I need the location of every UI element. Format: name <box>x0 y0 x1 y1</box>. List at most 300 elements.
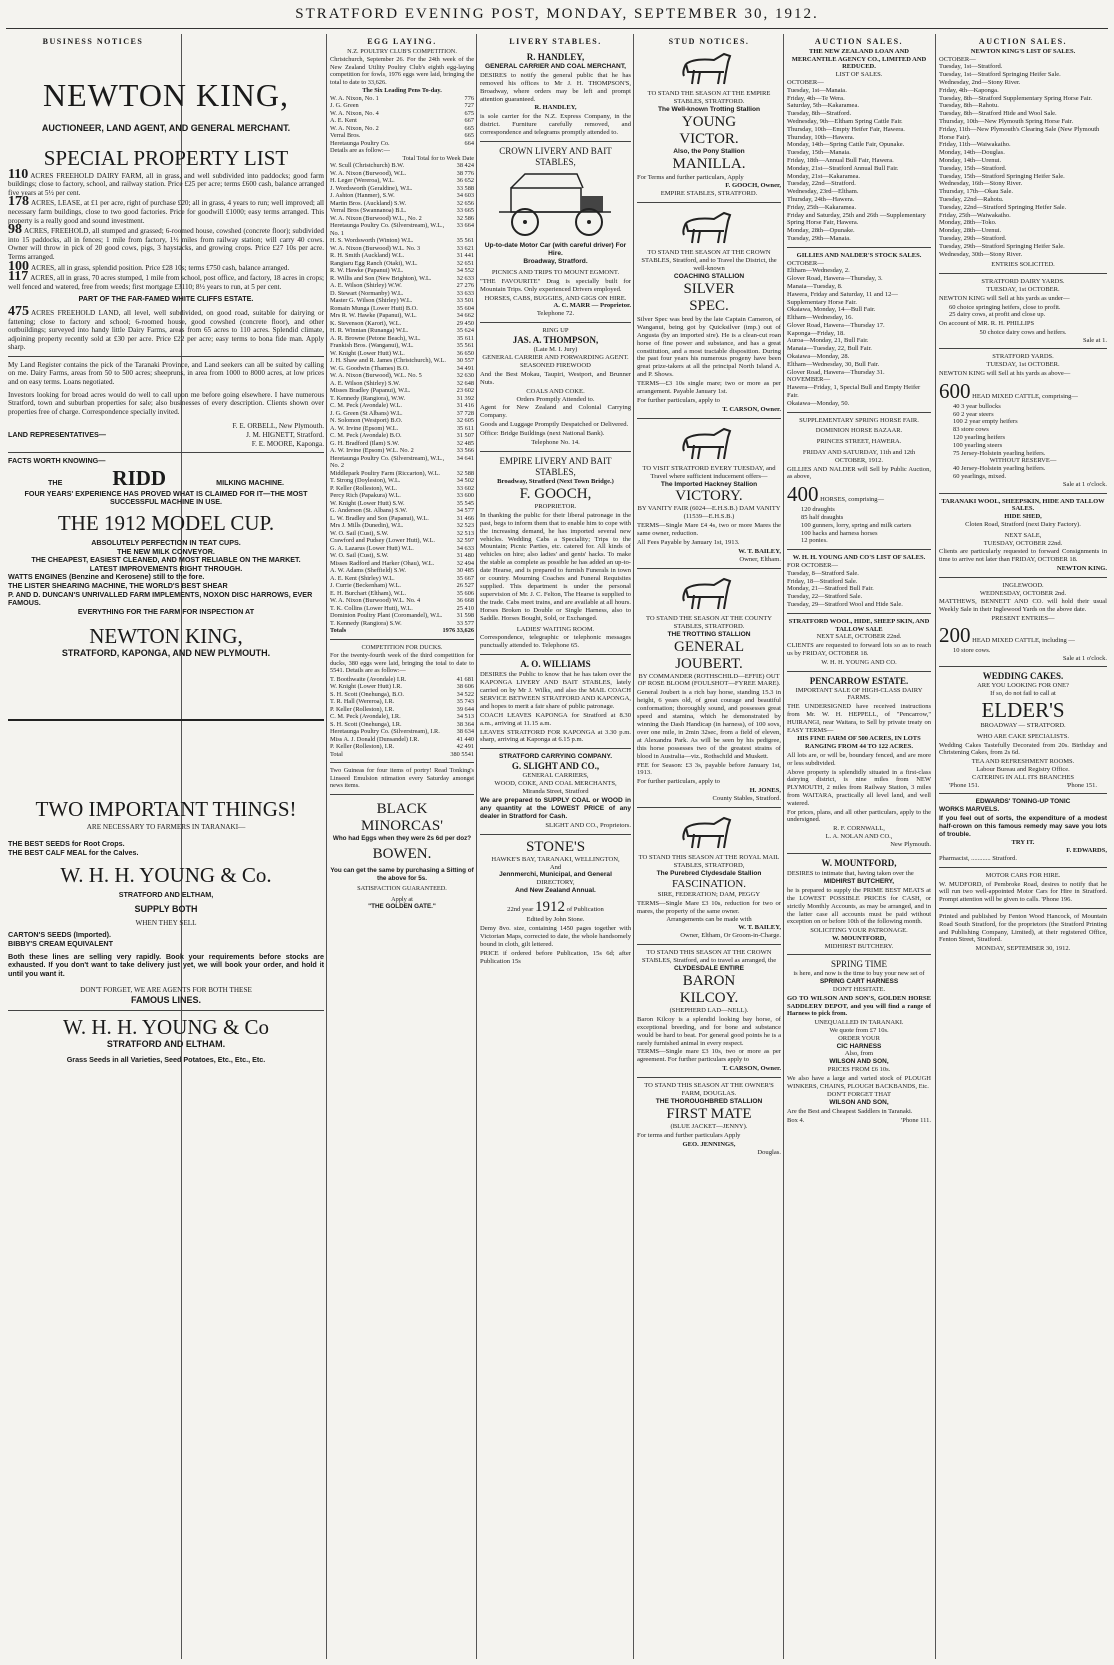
horse-name: GENERAL <box>674 638 744 655</box>
cartons-seeds: CARTON'S SEEDS (Imported). <box>8 930 112 940</box>
divider <box>787 613 931 614</box>
slight-wood: WOOD, COKE, AND COAL MERCHANTS, <box>494 780 617 788</box>
stud-stand-notice: TO STAND THE SEASON AT THE CROWN STABLES, Stratford, and to Travel the District, the well-known <box>641 249 777 273</box>
property-listing: 110 ACRES FREEHOLD DAIRY FARM, all in grass, and well subdivided into paddocks; good farm buildings; close to factory, school, and railway station. Price £25 per acre; terms £600 cash, balance arranged five years at 5½ per cent. <box>8 166 324 197</box>
stud-breed-line: COACHING STALLION <box>673 272 745 280</box>
egg-entry-row: R. Willis and Son (New Brighton), W.L. 32 633 <box>330 274 474 282</box>
above-property: Above property is splendidly situated in a first-class dairying district, is nine miles from NEW PLYMOUTH, 2 miles from Railway Station, 3 miles from WAITARA, practically all level land, and well watered. <box>787 768 931 807</box>
sale-item: Tuesday, 29th—Manaia. <box>787 234 851 242</box>
stud-stand-notice: TO STAND THE SEASON AT THE COUNTY STABLES, STRATFORD. <box>645 614 773 630</box>
divider <box>330 794 474 795</box>
egg-entry-row: W. Knight (Lower Hutt) W.L. 36 650 <box>330 349 474 357</box>
stud-pedigree: BY COMMANDER (ROTHSCHILD—EFFIE) OUT OF ROSE BLOOM (FOULSHOT—FYREE MARE). <box>637 672 781 688</box>
stud-owner: W. T. BAILEY, <box>738 548 781 555</box>
firewood-line: SEASONED FIREWOOD <box>520 361 591 369</box>
sale-item: Tuesday, 22nd—Rahotu. <box>939 195 1004 203</box>
sale-item: Tuesday, 15th—Stratford Springing Heifer Sale. <box>939 172 1065 180</box>
slight-name: G. SLIGHT AND CO., <box>511 761 600 772</box>
month-label: OCTOBER— <box>939 55 976 63</box>
column-rule <box>326 34 327 1659</box>
coals-line: COALS AND COKE. <box>526 387 585 395</box>
egg-entry-row: W. A. Nixon (Burwood) W.L. No. 3 33 621 <box>330 244 474 252</box>
egg-entry-row: Master G. Wilson (Shirley) W.L. 33 501 <box>330 297 474 304</box>
horse-name: KILCOY. <box>679 989 739 1006</box>
egg-entry-row: D. Stewart (Normanby) W.L. 33 633 <box>330 289 474 297</box>
agent-name: F. E. ORBELL, New Plymouth. <box>232 422 324 431</box>
stud-description: General Joubert is a rich bay horse, standing 15.3 in height, 6 years old, of great courage and beautiful conformation; thoroughly sound, and possesses great speed and stamina, which he demonstrated by winning the Dash Handicap (in harness), of 100 sovs, over one mile, in 2min 32sec, from a field of eleven, at Alexandra Park. As will be seen by his pedigree, this horse possesses two of the greatest strains of blood in Australia—viz., Rothschild and Muskett. <box>637 689 781 760</box>
edwards-name: F. EDWARDS, <box>1066 847 1107 855</box>
egg-entry-row: H. Leger (Wereroa), W.L. 36 652 <box>330 177 474 184</box>
crown-telephone: Telephone 72. <box>536 310 575 318</box>
sale-item: Eltham—Wednesday, 2. <box>787 267 850 275</box>
horse-name: SPEC. <box>689 297 729 314</box>
wedding-cakes-title: WEDDING CAKES. <box>982 671 1064 682</box>
divider <box>480 834 631 835</box>
horse-name: YOUNG <box>681 113 737 130</box>
crown-address: Broadway, Stratford. <box>523 257 588 265</box>
duck-entry-row: P. Keller (Rolleston), I.R. 42 491 <box>330 743 474 750</box>
handley-agent-text: is sole carrier for the N.Z. Express Company, in the district. Furniture carefully removed, and correspondence and telegrams promptly attended to. <box>480 113 631 137</box>
matthews-text: MATTHEWS, BENNETT AND CO. will hold their usual Weekly Sale in their Inglewood Yards on the above date. <box>939 598 1107 614</box>
divider <box>787 954 931 955</box>
feature-line: EVERYTHING FOR THE FARM FOR INSPECTION AT <box>77 606 255 616</box>
coach-times: COACH LEAVES KAPONGA for Stratford at 8.30 a.m., arriving at 11.15 a.m. <box>480 711 631 727</box>
egg-entry-row: J. G. Green (St Albans) W.L. 37 728 <box>330 409 474 417</box>
horse-name: FASCINATION. <box>671 877 747 890</box>
sale-item: Tuesday, 29th—Stratford. <box>939 234 1007 242</box>
mokau-line: And the Best Mokau, Taupiri, Westport, and Brunner Nuts. <box>480 370 631 386</box>
egg-entry-row: L. W. Bradley and Son (Papanui), W.L. 31 466 <box>330 514 474 522</box>
duck-entry-row: S. H. Scott (Onehunga), B.O. 34 522 <box>330 690 474 698</box>
sale-item: Tuesday, 8th—Rahotu. <box>939 102 999 110</box>
sale-item: Wednesday, 9th—Eltham Spring Cattle Fair. <box>787 117 903 125</box>
egg-entry-row: Heretaunga Poultry Co. (Silverstream), W.L., No. 2 34 641 <box>330 454 474 469</box>
gooch-proprietor: PROPRIETOR. <box>534 502 577 510</box>
stones-size: Demy 8vo. size, containing 1450 pages together with Victorian Maps, corrected to date, the whole handsomely bound in cloth, gilt lettered. <box>480 925 631 948</box>
egg-entry-row: Misses Radford and Harker (Ohau), W.L. 32 494 <box>330 559 474 567</box>
feature-line: THE NEW MILK CONVEYOR. <box>117 546 215 556</box>
divider <box>939 273 1107 274</box>
column-heading: AUCTION SALES. <box>814 38 904 46</box>
egg-entry-row: A. E. Kent (Shirley) W.L. 35 667 <box>330 574 474 582</box>
feature-line: P. AND D. DUNCAN'S UNRIVALLED FARM IMPLEMENTS, NOXON DISC HARROWS, EVER FAMOUS. <box>8 589 313 608</box>
favourite-text: "THE FAVOURITE" Drag is specially built for Mountain Trips. Only experienced Drivers employed. <box>480 277 631 293</box>
divider <box>939 577 1107 578</box>
egg-entry-row: A. W. Irvine (Epsom) W.L. No. 2 33 566 <box>330 447 474 454</box>
totals-header: Total Total for to Week Date <box>402 154 474 162</box>
wedding-text: Wedding Cakes Tastefully Decorated from 20s. Birthday and Christening Cakes, from 2s 6d. <box>939 741 1107 757</box>
month-label: OCTOBER— <box>787 78 824 86</box>
stud-pedigree: SIRE, FEDERATION; DAM, PEGGY <box>657 890 761 898</box>
leading-pens-heading: The Six Leading Pens To-day. <box>362 87 442 94</box>
horse-item: 100 hacks and harness horses <box>801 529 878 537</box>
egg-entry-row: J. Ashton (Hanmer), S.W. 34 603 <box>330 192 474 199</box>
slight-trade: GENERAL CARRIERS, <box>522 772 589 780</box>
divider <box>939 493 1107 494</box>
sale-item: Tuesday, 1st—Stratford Springing Heifer Sale. <box>939 71 1061 79</box>
divider <box>939 666 1107 667</box>
horses-count: 400 HORSES, comprising— <box>787 482 885 507</box>
picnics-line: PICNICS AND TRIPS TO MOUNT EGMONT. <box>491 268 620 276</box>
egg-entry-row: W. O. Sail (Cust), S.W. 32 513 <box>330 529 474 537</box>
stud-arrangements: Arrangements can be made with <box>666 916 752 924</box>
midhirst-butchery: MIDHIRST BUTCHERY, <box>823 878 895 886</box>
office-line: Office: Bridge Buildings (next National Bank). <box>480 430 605 438</box>
orders-line: Orders Promptly Attended to. <box>516 395 595 403</box>
stud-owner: H. JONES, <box>749 787 781 795</box>
sale-item: Thursday, 10th—Empty Heifer Fair, Hawera. <box>787 125 905 133</box>
divider <box>637 568 781 569</box>
crown-livery-title: CROWN LIVERY AND BAIT STABLES, <box>499 146 612 168</box>
divider <box>480 654 631 655</box>
sale-item: Friday, 25th—Kakaramea. <box>787 203 857 211</box>
sale-date: TUESDAY, 1st OCTOBER. <box>986 361 1060 369</box>
soliciting: SOLICITING YOUR PATRONAGE. <box>810 927 908 935</box>
investors-text: Investors looking for broad acres would do well to call upon me before going elsewhere. I have numerous Stratford, town and suburban properties for sale; also businesses of every description. Clients shown over properties free of charge. Correspondence specially invited. <box>8 390 324 416</box>
horse-item: 12 ponies. <box>801 537 828 545</box>
duck-entry-row: T. Boothwaite (Avondale) I.R. 41 681 <box>330 675 474 683</box>
column-heading: AUCTION SALES. <box>978 38 1068 46</box>
leading-pen-row: W. A. Nixon, No. 1 776 <box>330 94 474 102</box>
hide-shed: HIDE SHED, <box>1004 513 1042 521</box>
divider <box>480 322 631 323</box>
gooch-text: In thanking the public for their liberal patronage in the past, begs to inform them that to enable him to cope with the increasing demand, he has imported several new vehicles. Wedding Cabs a Speciality; Trips to the Mountain; Picnic Parties, etc. catered for. All kinds of vehicles on hire; also ladies' and gents' hacks. To make the stable as complete as possible he has added an up-to-date Hearse, and is prepared to furnish Funerals in town or country. Mourning Coaches and Funeral Requisites supplied. This department is under the personal supervision of Mr. J. C. Felton, The Hearse is supplied to the trade. Cabs meet trains, and are available at all hours. Horses Broken to Double or Single Harness, also to Saddle. Horses Bought, Sold, or Exchanged. <box>480 511 631 622</box>
horse-name: VICTORY. <box>675 488 743 505</box>
property-listing: 98 ACRES, FREEHOLD, all stumped and grassed; 6-roomed house, cowshed (concrete floor); subdivided into 15 paddocks, all in fences; 1 mile from factory, 1½ miles from railway station; will carry 40 cows. Owner will throw in pick of 20 good cows, pigs, 3 haystacks, and growing crops. Price £27 10s per acre. Terms arranged. <box>8 222 324 261</box>
spring-time: SPRING TIME <box>830 959 888 970</box>
sale-time: Sale at 1 o'clock. <box>1062 480 1107 488</box>
whh-young-title-2: W. H. H. YOUNG & Co <box>62 1014 270 1039</box>
sale-item: Tuesday, 22nd—Stratford. <box>787 180 856 188</box>
cart-harness: SPRING CART HARNESS <box>819 978 899 986</box>
land-reps: LAND REPRESENTATIVES— J. M. HIGNETT, Stratford. <box>8 430 324 440</box>
stud-breed-line: The Imported Hackney Stallion <box>660 480 758 488</box>
stones-year: 22nd year 1912 of Publication <box>507 899 604 916</box>
egg-entry-row: A. W. Adams (Sheffield) S.W. 30 485 <box>330 567 474 574</box>
sale-item: Glover Road, Hawera—Thursday 31. <box>787 368 885 376</box>
edwards-tonic: EDWARDS' TONING-UP TONIC <box>975 798 1071 806</box>
sale-item: Friday and Saturday, 25th and 26th —Supplementary Spring Horse Fair, Hawera. <box>787 211 926 227</box>
egg-entry-row: A. E. Wilson (Shirley) S.W. 32 648 <box>330 379 474 387</box>
stock-item: 100 2 year empty heifers <box>953 418 1018 426</box>
divider <box>8 719 324 721</box>
whh-list-title: W. H. H. YOUNG AND CO'S LIST OF SALES. <box>792 554 926 562</box>
egg-entry-row: A. W. Irvine (Epsom) W.L. 35 611 <box>330 424 474 432</box>
two-things-title: TWO IMPORTANT THINGS! <box>35 797 297 822</box>
stratford-yards: STRATFORD YARDS. <box>992 353 1054 361</box>
sell-list <box>939 304 1107 320</box>
pencarrow-text: THE UNDERSIGNED have received instructions from Mr. W. H. HEPPELL, of "Pencarrow," HUIRANGI, near Waitara, to Sell by private treaty on EASY TERMS— <box>787 703 931 734</box>
stud-description: Baron Kilcoy is a splendid looking bay horse, of exceptional breeding, and for bone and substance would be hard to beat. For general good points he is a rarely furnished animal in every respect. <box>637 1015 781 1047</box>
nk-sell-text-2: NEWTON KING will Sell at his yards as above— <box>939 370 1071 378</box>
dont-forget-line: DON'T FORGET, WE ARE AGENTS FOR BOTH THESE <box>80 986 252 995</box>
stud-fees: All Fees Payable by January 1st, 1913. <box>637 539 740 547</box>
masthead: STRATFORD EVENING POST, MONDAY, SEPTEMBER 30, 1912. <box>295 6 819 22</box>
empire-address: Broadway, Stratford (Next Town Bridge.) <box>497 478 614 485</box>
egg-entry-row: R. W. Hawke (Papanui) W.L. 34 552 <box>330 267 474 274</box>
egg-entry-row: J. Wordsworth (Geraldine), W.L. 33 588 <box>330 184 474 192</box>
stud-terms: TERMS—Single mare £3 10s, two or more as per agreement. For further particulars apply to <box>637 1048 781 1064</box>
prices-plans: For prices, plans, and all other particulars, apply to the undersigned. <box>787 808 931 824</box>
egg-entry-row: Rangiaru Egg Ranch (Otaki), W.L. 32 651 <box>330 259 474 267</box>
stud-breed-line: Also, the Pony Stallion <box>673 147 745 155</box>
wilson-name: WILSON AND SON, <box>829 1058 889 1066</box>
column-rule <box>476 34 477 1659</box>
egg-entry-row: Misses Bradley (Papanui), W.L. 23 602 <box>330 387 474 394</box>
purchase-line: You can get the same by purchasing a Sitting of the above for 5s. <box>330 867 474 882</box>
sale-item: Thursday, 10th—New Plymouth Spring Horse Fair. <box>939 117 1074 125</box>
spring-text: is here, and now is the time to buy your new set of <box>793 970 925 978</box>
pharmacist-line: Pharmacist, ............ Stratford. <box>939 854 1017 862</box>
supply-both: SUPPLY BOTH <box>134 903 198 914</box>
stock-item: 75 Jersey-Holstein yearling heifers. <box>953 449 1046 457</box>
sale-item: Glover Road, Hawera—Thursday 17. <box>787 321 885 329</box>
divider <box>939 908 1107 909</box>
egg-entry-row: T. K. Collins (Lower Hutt), W.L. 25 410 <box>330 604 474 612</box>
cattle-count-2: 200 HEAD MIXED CATTLE, including — <box>939 622 1075 647</box>
pencarrow-subtitle: IMPORTANT SALE OF HIGH-CLASS DAIRY FARMS. <box>795 686 923 702</box>
sale-item: Tuesday, 8—Stratford Sale. <box>787 569 859 577</box>
prepared-text: We are prepared to SUPPLY COAL or WOOD in any quantity at the LOWEST PRICE of any dealer in Stratford for Cash. <box>480 797 631 820</box>
corres-text: Correspondence, telegraphic or telephonic messages punctually attended to. Telephone 65. <box>480 634 631 650</box>
horse-illustration <box>674 48 744 88</box>
month-label: OCTOBER— <box>787 259 824 267</box>
whh-sales-list <box>787 570 931 609</box>
stones-editor: Edited by John Stone. <box>526 916 585 924</box>
divider <box>330 762 474 763</box>
who-had-eggs: Who had Eggs when they were 2s 6d per doz? <box>332 834 472 842</box>
column-livery-stables <box>480 38 631 1659</box>
quote: We quote from £7 10s. <box>829 1027 889 1035</box>
mudford-text: W. MUDFORD, of Pembroke Road, desires to notify that he will run two well-appointed Motor Cars for Hire in Stratford. Prompt attention will be given to calls. 'Phone 196. <box>939 880 1107 904</box>
stud-owner-town: Douglas. <box>757 1148 781 1156</box>
cattle-count: 600 HEAD MIXED CATTLE, comprising— <box>939 378 1078 403</box>
egg-entry-row: T. Kennedy (Rangiora), W.W. 31 392 <box>330 394 474 402</box>
sale-item: Hawera—Friday, 1, Special Bull and Empty Heifer Fair. <box>787 384 921 400</box>
leading-pen-row: Heretaunga Poultry Co. 664 <box>330 139 474 147</box>
egg-entry-row: R. H. Smith (Auckland) W.L. 31 441 <box>330 252 474 259</box>
stud-fees: FEE for Season: £3 3s, payable before January 1st, 1913. <box>637 761 781 777</box>
sale-item: Monday, 28th—Toko. <box>939 219 997 227</box>
thompson-name: JAS. A. THOMPSON, <box>512 335 599 346</box>
horse-name: BARON <box>682 972 736 989</box>
divider <box>480 748 631 749</box>
egg-entry-row: G. Anderson (St. Albans) S.W. 34 577 <box>330 507 474 514</box>
if-so-line: If so, do not fail to call at <box>990 690 1056 698</box>
signatory: L. A. NOLAN AND CO., <box>825 832 893 840</box>
dont-hesitate: DON'T HESITATE. <box>832 986 886 994</box>
duck-entry-row: T. R. Hall (Wereroa), I.R. 35 743 <box>330 698 474 705</box>
stock-item: 40 3 year bullocks <box>953 402 1001 410</box>
sale-item: Hawera, Friday and Saturday, 11 and 12—Supplementary Horse Fair. <box>787 290 898 306</box>
wool-sale-title: STRATFORD WOOL, HIDE, SHEEP SKIN, AND TALLOW SALE <box>788 617 930 633</box>
sale-item: Tuesday, 1st—Stratford. <box>939 63 1003 71</box>
fine-farm: HIS FINE FARM OF 500 ACRES, IN LOTS RANGING FROM 44 TO 122 ACRES. <box>797 735 921 751</box>
egg-entry-row: H. S. Wordsworth (Winton) W.L. 35 561 <box>330 237 474 244</box>
sale-item: Monday, 28th—Urenui. <box>939 227 1002 235</box>
feature-line: WATTS ENGINES (Benzine and Kerosene) still to the fore. <box>8 572 205 582</box>
egg-entry-row: E. H. Burchart (Eltham), W.L. 35 606 <box>330 589 474 597</box>
divider <box>8 452 324 453</box>
stud-terms: TERMS—Single Mare £3 10s, reduction for two or mares, the property of the same owner. <box>637 899 781 915</box>
stones-regions: HAWKE'S BAY, TARANAKI, WELLINGTON, <box>491 855 620 863</box>
divider <box>939 793 1107 794</box>
grass-seeds-line: Grass Seeds in all Varieties, Seed Potatoes, Etc., Etc., Etc. <box>66 1054 266 1064</box>
order-your: ORDER YOUR <box>838 1034 880 1042</box>
ducks-intro: For the twenty-fourth week of the third competition for ducks, 380 eggs were laid, bringing the total to date to 5541. Details are as follow:— <box>330 652 474 674</box>
stud-breed-line: The Well-known Trotting Stallion <box>657 105 761 113</box>
column-heading: EGG LAYING. <box>367 38 437 46</box>
leading-pen-row: W. A. Nixon, No. 4 675 <box>330 109 474 117</box>
column-egg-laying <box>330 38 474 1659</box>
egg-entry-row: W. O. Sail (Cust), S.W. 31 480 <box>330 552 474 559</box>
sale-item: Auroa—Monday, 21, Bull Fair. <box>787 337 869 345</box>
sale-item: Tuesday, 29th—Stratford Springing Heifer Sale. <box>939 242 1065 250</box>
nk-list-title: NEWTON KING'S LIST OF SALES. <box>970 47 1076 55</box>
signatory: R. F. CORNWALL, <box>833 825 885 833</box>
next-sale: NEXT SALE, <box>1004 531 1042 539</box>
sale-item: Thursday, 10th—Hawera. <box>787 133 855 141</box>
nk-sell-text: NEWTON KING will Sell at his yards as under— <box>939 294 1070 302</box>
necessary-line: ARE NECESSARY TO FARMERS IN TARANAKI— <box>86 823 246 832</box>
sale-date: WEDNESDAY, OCTOBER 2nd. <box>979 589 1067 597</box>
stud-terms: TERMS—Single Mare £4 4s, two or more Mares the same owner, reduction. <box>637 522 781 538</box>
stock-item: 83 store cows <box>953 426 989 434</box>
tea-rooms: TEA AND REFRESHMENT ROOMS. <box>971 758 1075 766</box>
egg-entry-row: W. G. Goodwin (Thames) B.O. 34 491 <box>330 364 474 372</box>
egg-entry-row: W. Scull (Christchurch) B.W. 38 424 <box>330 162 474 169</box>
leading-pen-row: A. E. Kent 667 <box>330 117 474 124</box>
egg-entry-row: C. M. Peck (Avondale) W.L. 31 416 <box>330 402 474 409</box>
supp-horse-fair: SUPPLEMENTARY SPRING HORSE FAIR. <box>799 416 919 424</box>
horse-name: SILVER <box>683 280 735 297</box>
gooch-name: F. GOOCH, <box>519 485 592 502</box>
present-entries: PRESENT ENTRIES— <box>991 615 1055 622</box>
horse-illustration <box>674 207 744 247</box>
divider <box>787 853 931 854</box>
sale-item: Tuesday, 8th—Stratford Supplementary Spring Horse Fair. <box>939 94 1092 102</box>
horses-cabs-line: HORSES, CABS, BUGGIES, AND GIGS ON HIRE. <box>484 294 627 302</box>
leading-pen-row: W. A. Nixon, No. 2 665 <box>330 124 474 132</box>
horse-illustration <box>674 812 744 852</box>
sale-item: Monday, 14th—Spring Cattle Fair, Opunake. <box>787 141 905 149</box>
cake-specialists: WHO ARE CAKE SPECIALISTS. <box>976 732 1070 740</box>
horse-name: MANILLA. <box>672 155 746 172</box>
bibby-cream: BIBBY'S CREAM EQUIVALENT <box>8 938 114 948</box>
thompson-telephone: Telephone No. 14. <box>531 439 580 447</box>
elders-address: BROADWAY — STRATFORD. <box>980 721 1066 729</box>
whh-signature: W. H. H. YOUNG AND CO. <box>821 658 897 666</box>
egg-entries-list <box>330 162 474 627</box>
meal-line: THE BEST CALF MEAL for the Calves. <box>8 847 139 857</box>
property-listing: 178 ACRES, LEASE, at £1 per acre, right of purchase £20; all in grass, 4 years to run; well improved; all necessary farm buildings, close to two good factories. Price for goodwill £1000; easy terms arranged. This property is a really good and sound investment. <box>8 194 324 225</box>
sale-item: Tuesday, 22nd—Stratford Springing Heifer Sale. <box>939 203 1067 211</box>
ring-up: RING UP <box>542 327 569 335</box>
egg-entry-row: T. Kennedy (Rangiora) S.W. 33 577 <box>330 619 474 627</box>
whh-towns: STRATFORD AND ELTHAM, <box>118 890 214 900</box>
egg-entry-row: W. A. Nixon (Burwood) W.L., No. 2 32 586 <box>330 214 474 222</box>
model-cup-title: THE 1912 MODEL CUP. <box>57 511 275 535</box>
handley-trade: GENERAL CARRIER AND COAL MERCHANT, <box>485 62 626 70</box>
egg-entry-row: W. Knight (Lower Hutt) S.W. 35 545 <box>330 499 474 507</box>
without-list <box>939 465 1107 481</box>
stud-owner: T. CARSON, Owner. <box>722 1065 781 1073</box>
divider <box>8 1010 324 1011</box>
dominion-bazaar: DOMINION HORSE BAZAAR. <box>815 427 903 435</box>
tonic-text: If you feel out of sorts, the expenditure of a modest half-crown on this famous remedy may save you lots of trouble. <box>939 814 1107 838</box>
egg-entry-row: H. R. Winnian (Runanga) W.L. 35 624 <box>330 327 474 334</box>
whh-towns-2: STRATFORD AND ELTHAM. <box>106 1038 226 1049</box>
next-sale: NEXT SALE, OCTOBER 22nd. <box>816 633 902 641</box>
sale-item: Eltham—Wednesday, 16. <box>787 314 854 322</box>
sale-item: Tuesday, 8th—Stratford Hide and Wool Sale. <box>939 110 1057 118</box>
sale-item: Okaiawa, Monday, 14—Bull Fair. <box>787 306 876 314</box>
stock-item: 25 dairy cows, at profit and close up. <box>949 311 1046 319</box>
nk-sales-list <box>939 63 1107 258</box>
egg-entry-row: J. Currie (Beckenham) W.L. 26 527 <box>330 582 474 589</box>
egg-entry-row: A. R. Browne (Petone Beach), W.L. 35 611 <box>330 334 474 342</box>
divider <box>787 412 931 413</box>
divider <box>637 1077 781 1078</box>
stones-directory: DIRECTORY, <box>536 879 575 887</box>
elders-title: ELDER'S <box>981 697 1065 722</box>
horse-illustration <box>674 573 744 613</box>
nov-sales-list <box>787 384 931 407</box>
duck-entries-list <box>330 676 474 751</box>
catering-line: CATERING IN ALL ITS BRANCHES <box>972 773 1074 781</box>
handley-name: R. HANDLEY, <box>526 51 585 62</box>
month-label: FOR OCTOBER— <box>787 562 838 570</box>
both-lines-text: Both these lines are selling very rapidly. Book your requirements before stocks are exhausted. If you don't want to take delivery just yet, we will book your order, and hold it until you want it. <box>8 951 324 978</box>
agent-name: F. E. MOORE, Kaponga. <box>251 439 324 448</box>
egg-entry-row: K. Stevenson (Karori), W.L. 29 450 <box>330 319 474 327</box>
facts-heading: FACTS WORTH KNOWING— <box>8 456 106 466</box>
sale-date: TUESDAY, 1st OCTOBER. <box>986 285 1060 293</box>
phone-row: 'Phone 151. 'Phone 151. <box>949 781 1097 789</box>
sale-item: Wednesday, 16th—Stony River. <box>939 180 1023 188</box>
stud-stand-notice: TO VISIT STRATFORD EVERY TUESDAY, and Travel where sufficient inducement offers— <box>642 464 776 480</box>
stud-stand-notice: TO STAND THIS SEASON AT THE ROYAL MAIL STABLES, STRATFORD, <box>638 854 780 869</box>
sale-item: Tuesday, 15th—Manaia. <box>787 149 851 157</box>
stones-price: PRICE if ordered before Publication, 15s 6d; after Publication 15s <box>480 949 631 965</box>
duck-entry-row: Miss A. J. Donald (Dunsandel) I.R. 41 440 <box>330 735 474 743</box>
divider <box>637 202 781 203</box>
sale-item: Thursday, 17th—Okau Sale. <box>939 188 1013 196</box>
column-heading: STUD NOTICES. <box>668 38 750 46</box>
egg-entry-row: Martin Bros. (Auckland) S.W. 32 656 <box>330 199 474 207</box>
egg-entry-row: T. Strong (Doyleston), W.L. 34 502 <box>330 477 474 484</box>
williams-name: A. O. WILLIAMS <box>520 659 591 670</box>
property-listing: 117 ACRES, all in grass, 70 acres stumped, 1 mile from school, post office, and factory, 18 acres in crops; well fenced and watered, free from weeds; first mortgage £3110; 8½ years to run, at 5 per cent. <box>8 269 324 291</box>
signatory-town: New Plymouth. <box>890 840 931 848</box>
sale-item: Manaia—Tuesday, 8. <box>787 282 843 290</box>
horse-name: VICTOR. <box>679 130 739 147</box>
stud-breed-line: The Purebred Clydesdale Stallion <box>656 869 762 877</box>
sale-time: Sale at 1 o'clock. <box>1062 654 1107 662</box>
motor-cars-title: MOTOR CARS FOR HIRE. <box>985 871 1061 879</box>
thompson-trade: GENERAL CARRIER AND FORWARDING AGENT. <box>482 354 629 362</box>
cloten-road: Cloten Road, Stratford (next Dairy Factory). <box>965 521 1081 529</box>
agent-nz-line: Agent for New Zealand and Colonial Carrying Company. <box>480 404 631 420</box>
egg-entry-row: C. M. Peck (Avondale) B.O. 31 507 <box>330 432 474 439</box>
imprint-date: MONDAY, SEPTEMBER 30, 1912. <box>975 945 1071 953</box>
slight-proprietors: SLIGHT AND CO., Proprietors. <box>545 821 631 829</box>
ducks-heading: COMPETITION FOR DUCKS. <box>361 643 443 651</box>
nk-signature: NEWTON KING. <box>1056 565 1107 573</box>
sale-item: Friday, 11th—Waiwakaiho. <box>939 141 1011 149</box>
sale-item: Tuesday, 15th—Stratford. <box>939 164 1007 172</box>
towns-line: STRATFORD, KAPONGA, AND NEW PLYMOUTH. <box>61 648 271 659</box>
